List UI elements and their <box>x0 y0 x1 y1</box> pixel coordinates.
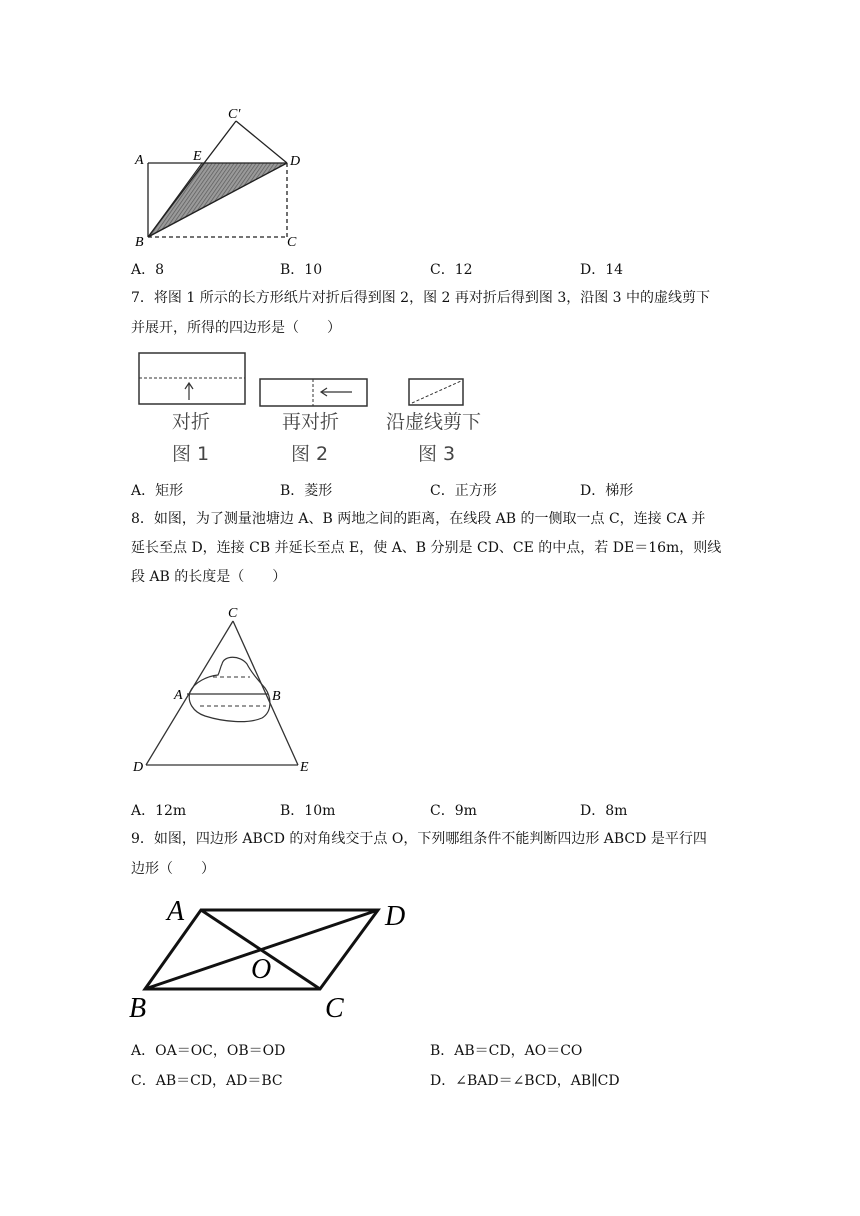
label-E: E <box>193 149 202 164</box>
label-A: A <box>135 153 144 168</box>
label-D: D <box>385 901 406 932</box>
q6-figure <box>120 95 320 255</box>
q7-option-d[interactable]: D．梯形 <box>580 483 634 499</box>
segment-C-prime-D <box>236 121 287 163</box>
fig3-caption-top: 沿虚线剪下 <box>386 411 482 433</box>
q8-stem-line2: 延长至点 D，连接 CB 并延长至点 E，使 A、B 分别是 CD、CE 的中点，若 DE＝16m，则线 <box>131 540 722 556</box>
q6-option-a[interactable]: A．8 <box>131 262 165 278</box>
q9-stem-line2: 边形（ ） <box>131 861 215 877</box>
q6-option-d[interactable]: D．14 <box>580 262 624 278</box>
q9-option-a[interactable]: A．OA＝OC，OB＝OD <box>131 1043 286 1059</box>
label-C: C <box>325 993 344 1024</box>
q8-option-d[interactable]: D．8m <box>580 803 628 819</box>
q9-stem-line1: 9．如图，四边形 ABCD 的对角线交于点 O，下列哪组条件不能判断四边形 ABCD 是平行四 <box>131 831 707 847</box>
q8-stem-line1: 8．如图，为了测量池塘边 A、B 两地之间的距离，在线段 AB 的一侧取一点 C，连接 CA 并 <box>131 511 706 527</box>
q8-option-c[interactable]: C．9m <box>430 803 477 819</box>
q7-figure <box>130 345 500 470</box>
q6-option-b[interactable]: B．10 <box>280 262 323 278</box>
q7-stem-line2: 并展开，所得的四边形是（ ） <box>131 320 341 336</box>
label-C: C <box>228 606 238 621</box>
label-E: E <box>300 760 309 775</box>
label-C: C <box>287 235 297 250</box>
label-A: A <box>174 688 183 703</box>
q9-figure <box>125 890 425 1025</box>
q8-stem-line3: 段 AB 的长度是（ ） <box>131 569 287 585</box>
label-D: D <box>133 760 144 775</box>
label-B: B <box>135 235 144 250</box>
label-A: A <box>167 896 185 927</box>
q9-option-c[interactable]: C．AB＝CD，AD＝BC <box>131 1073 283 1089</box>
fig2-caption-bottom: 图 2 <box>291 443 329 465</box>
fig3-cut-line <box>412 381 461 403</box>
segment-CE <box>233 621 298 765</box>
q6-option-c[interactable]: C．12 <box>430 262 473 278</box>
q7-option-c[interactable]: C．正方形 <box>430 483 497 499</box>
pond-outline <box>189 657 270 721</box>
q8-option-a[interactable]: A．12m <box>131 803 187 819</box>
q9-option-d[interactable]: D．∠BAD＝∠BCD，AB∥CD <box>430 1073 620 1089</box>
q7-option-b[interactable]: B．菱形 <box>280 483 333 499</box>
q9-option-b[interactable]: B．AB＝CD，AO＝CO <box>430 1043 583 1059</box>
label-O: O <box>251 954 272 985</box>
label-C-prime: C′ <box>228 107 241 122</box>
fig1-caption-bottom: 图 1 <box>172 443 210 465</box>
q7-stem-line1: 7．将图 1 所示的长方形纸片对折后得到图 2，图 2 再对折后得到图 3，沿图 3 中的虚线剪下 <box>131 290 711 306</box>
q8-figure <box>125 600 325 780</box>
fig3-caption-bottom: 图 3 <box>418 443 456 465</box>
label-B: B <box>272 689 281 704</box>
label-D: D <box>290 154 301 169</box>
fig1-caption-top: 对折 <box>172 411 211 433</box>
fig2-caption-top: 再对折 <box>282 411 340 433</box>
q7-option-a[interactable]: A．矩形 <box>131 483 184 499</box>
label-B: B <box>129 993 147 1024</box>
q8-option-b[interactable]: B．10m <box>280 803 336 819</box>
